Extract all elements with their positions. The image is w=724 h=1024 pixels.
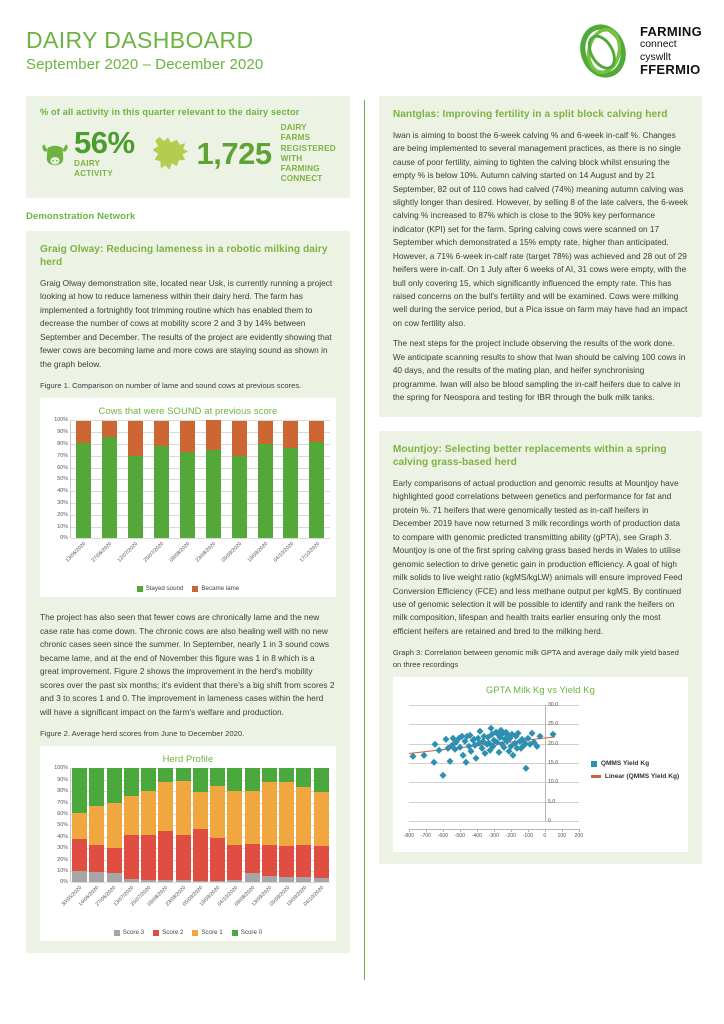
- section-label-demonstration-network: Demonstration Network: [26, 210, 136, 222]
- bar: [279, 768, 294, 882]
- logo-line-2: connect: [639, 37, 677, 50]
- bar-segment: [245, 791, 260, 843]
- legend-item: [153, 929, 183, 936]
- legend-item: [192, 929, 222, 936]
- bar-segment: [102, 421, 117, 438]
- bar: [232, 420, 247, 538]
- y-axis-tick-label: 30%: [57, 845, 68, 852]
- chart-herd-profile-plot-area: [70, 768, 330, 882]
- scatter-point: [529, 729, 535, 735]
- bar-segment: [76, 421, 91, 443]
- x-axis-tick: [302, 882, 330, 928]
- y-axis-tick-label: 100%: [54, 765, 68, 772]
- wales-map-icon: [149, 134, 193, 174]
- bar: [262, 768, 277, 882]
- x-axis-tick: [164, 882, 191, 928]
- x-axis-tick: [460, 829, 461, 832]
- bar-segment: [279, 768, 294, 782]
- y-axis-tick-label: 70%: [57, 799, 68, 806]
- bar-segment: [309, 421, 324, 442]
- legend-line: [591, 775, 601, 778]
- bar-segment: [314, 846, 329, 878]
- bar-segment: [107, 803, 122, 849]
- scatter-point: [473, 755, 479, 761]
- bar-group: [71, 768, 330, 882]
- x-axis-tick: [112, 882, 139, 928]
- y-axis-tick-label: 50%: [57, 476, 68, 483]
- bar-segment: [72, 839, 87, 871]
- bar-segment: [176, 835, 191, 881]
- bar: [227, 768, 242, 882]
- x-axis-tick: [94, 882, 122, 928]
- chart-sound-cows-title: Cows that were SOUND at previous score: [98, 405, 278, 417]
- bar-segment: [124, 835, 139, 879]
- bar: [314, 768, 329, 882]
- legend-swatch: [591, 761, 597, 767]
- bar-segment: [227, 845, 242, 880]
- chart-herd-profile-legend: [46, 929, 330, 936]
- scatter-point: [443, 735, 449, 741]
- bar-segment: [128, 456, 143, 539]
- nantglas-title: Nantglas: Improving fertility in a split block calving herd: [392, 109, 668, 120]
- y-axis-tick-label: 10%: [57, 523, 68, 530]
- bar-segment: [245, 873, 260, 882]
- x-axis-tick-label: 19/09/2020: [246, 541, 270, 565]
- bar-segment: [89, 845, 104, 872]
- bar-segment: [158, 782, 173, 831]
- x-axis-tick-label: -100: [522, 833, 534, 840]
- y-axis-tick-label: 40%: [57, 488, 68, 495]
- y-axis-tick-label: 80%: [57, 441, 68, 448]
- x-axis-tick-label: 19/09/2020: [285, 885, 309, 908]
- bar: [206, 420, 221, 538]
- y-axis-tick-label: 90%: [57, 776, 68, 783]
- figure-2-caption: Figure 2. Average herd scores from June to December 2020.: [40, 728, 245, 738]
- dairy-farms-stat: [197, 123, 336, 185]
- bar: [76, 420, 91, 538]
- bar-segment: [141, 768, 156, 791]
- x-axis-tick-label: -400: [471, 833, 483, 840]
- bar-segment: [262, 768, 277, 782]
- legend-swatch: [232, 930, 238, 936]
- bar-segment: [72, 768, 87, 812]
- y-axis-tick-label: 20%: [57, 511, 68, 518]
- x-axis-tick-label: 30/05/2020: [60, 885, 83, 908]
- x-axis-tick-label: 05/09/2020: [181, 885, 205, 908]
- chart-sound-cows: [40, 398, 336, 597]
- x-axis-tick: [494, 829, 495, 832]
- bar-segment: [176, 781, 191, 835]
- x-axis-tick-label: -800: [403, 833, 415, 840]
- y-axis-tick-label: 10%: [57, 867, 68, 874]
- x-axis-tick: [268, 882, 295, 928]
- mountjoy-paragraph-1: Early comparisons of actual production and genomic results at Mountjoy have highlighted good correlations between genetics and performance for fat and protein %. 71 heifers that were genomically tested as in-calf heifers in December 2019 have now returned 3 milk recordings worth of production data to compare with genomic predicted transmitting ability (gPTA), see Graph 3. Mountjoy is one of the first spring calving grass based herds in Wales to utilise genomic selection to drive genetic gain in production efficiency. A goal of high milk solids to live weight ratio (kgMS/kgLW) animals will ensure improved Feed Conversion Efficiency (FCE) and less methane output per kgMS. By continued use of genomic selection it will be possible to identify and rank the heifers on milk composition, lifespan and health traits earlier ensuring only the most efficient heifers are retained and bred to the milking herd.: [392, 478, 683, 636]
- bar-segment: [296, 787, 311, 845]
- y-axis-tick-label: 60%: [57, 810, 68, 817]
- chart-gpta-scatter-plot-area: [399, 699, 585, 847]
- dairy-farms-value: 1,725: [196, 136, 272, 172]
- bar-segment: [245, 768, 260, 791]
- bar-segment: [128, 421, 143, 456]
- x-axis-tick-label: 04/10/2020: [302, 885, 326, 908]
- x-axis-tick-label: 23/08/2020: [194, 541, 218, 565]
- stats-panel: [26, 96, 350, 198]
- logo-line-3: cyswllt: [639, 51, 671, 63]
- bar: [128, 420, 143, 538]
- scatter-point: [533, 743, 539, 749]
- bar-segment: [89, 872, 104, 882]
- stats-heading: % of all activity in this quarter relevant to the dairy sector: [40, 107, 300, 117]
- scatter-point: [510, 751, 516, 757]
- nantglas-paragraph-2: The next steps for the project include observing the results of the work done. We anticipate scanning results to show that Iwan should be calving 100 cows in 40 days, and the results of the mating plan, and heifer synchronising programme. Iwan will also be blood sampling the in-calf heifers due to calve in the spring for Neospora and testing for IBR through the bulk milk tanks.: [392, 338, 686, 403]
- x-axis-tick-label: 04/10/2020: [216, 885, 239, 908]
- legend-item: [591, 760, 679, 767]
- x-axis-tick: [477, 829, 478, 832]
- graig-olway-paragraph-1: Graig Olway demonstration site, located near Usk, is currently running a project looking at how to reduce lameness within their dairy herd. The farm has implemented a fortnightly foot trimming routine which has enabled them to decrease the number of cows at mobility score 2 and 3 by 14% between September and December. The results of the project are evidently showing that fewer cows are becoming lame and more cows are staying sound as shown in the graph below.: [40, 278, 333, 369]
- x-axis-tick: [579, 829, 580, 832]
- y-axis-tick-label: 70%: [57, 452, 68, 459]
- chart-herd-profile-plot: [46, 765, 330, 886]
- legend-label: Score 2: [162, 929, 184, 937]
- bar-segment: [158, 768, 173, 782]
- legend-swatch: [137, 586, 143, 592]
- bar-segment: [193, 792, 208, 828]
- chart-sound-cows-y-axis: [46, 417, 70, 542]
- bar-segment: [89, 806, 104, 845]
- x-axis-tick: [545, 829, 546, 832]
- x-axis-tick-label: 27/06/2020: [90, 541, 114, 565]
- bar-segment: [193, 829, 208, 881]
- y-axis-tick-label: 15.0: [547, 760, 559, 767]
- x-axis-tick: [426, 829, 427, 832]
- chart-sound-cows-x-axis: [64, 538, 330, 584]
- x-axis-tick: [409, 829, 410, 832]
- bar-group: [71, 420, 330, 538]
- bar-segment: [279, 846, 294, 877]
- y-axis-tick-label: 5.0: [547, 798, 556, 805]
- y-axis-tick-label: 0: [547, 818, 551, 825]
- title-block: [26, 28, 263, 73]
- dairy-activity-stat: [40, 124, 135, 180]
- bar-segment: [141, 835, 156, 881]
- scatter-point: [410, 753, 416, 759]
- logo-text-block: [640, 25, 702, 78]
- bar: [72, 768, 87, 882]
- bar: [193, 768, 208, 882]
- column-divider: [364, 100, 365, 980]
- bar-segment: [72, 871, 87, 882]
- bar-segment: [245, 844, 260, 874]
- bar-segment: [232, 456, 247, 539]
- bar-segment: [296, 768, 311, 786]
- y-axis-tick-label: 25.0: [547, 721, 559, 728]
- legend-label: Score 0: [240, 929, 263, 937]
- cow-head-icon: [40, 139, 70, 169]
- left-column: [26, 96, 350, 980]
- y-axis-tick-label: 30%: [57, 500, 68, 507]
- bar-segment: [176, 768, 191, 781]
- bar-segment: [262, 782, 277, 845]
- legend-item: [192, 585, 239, 592]
- mountjoy-title: Mountjoy: Selecting better replacements within a spring calving grass-based herd: [392, 443, 667, 469]
- page-header: [0, 0, 724, 96]
- x-axis-tick-label: 14/06/2020: [77, 885, 101, 908]
- x-axis-tick-label: 09/08/2020: [146, 885, 170, 908]
- y-axis-line: [545, 705, 546, 821]
- bar-segment: [206, 450, 221, 539]
- scatter-point: [431, 759, 437, 765]
- legend-label: Linear (QMMS Yield Kg): [604, 773, 680, 781]
- y-axis-tick-label: 80%: [57, 788, 68, 795]
- legend-swatch: [153, 930, 159, 936]
- legend-item: [114, 929, 144, 936]
- scatter-point: [495, 749, 501, 755]
- bar-segment: [258, 444, 273, 538]
- chart-gpta-scatter-title: GPTA Milk Kg vs Yield Kg: [485, 684, 595, 696]
- bar-segment: [210, 786, 225, 838]
- right-column: [379, 96, 702, 980]
- y-axis-tick-label: 50%: [57, 822, 68, 829]
- logo-line-4: FFERMIO: [639, 62, 701, 78]
- scatter-point: [468, 748, 474, 754]
- x-axis-tick-label: 17/10/2020: [298, 541, 322, 565]
- bar-segment: [227, 791, 242, 845]
- bar-segment: [76, 443, 91, 539]
- bar-segment: [262, 876, 277, 883]
- stats-row: [40, 123, 336, 185]
- chart-sound-cows-plot-area: [70, 420, 330, 538]
- dairy-activity-block: [74, 124, 135, 180]
- scatter-point: [431, 740, 437, 746]
- bar-segment: [314, 792, 329, 846]
- y-axis-tick-label: 40%: [57, 833, 68, 840]
- bar: [283, 420, 298, 538]
- y-axis-tick-label: 90%: [57, 429, 68, 436]
- chart-sound-cows-plot: [46, 417, 330, 542]
- x-axis-tick: [511, 829, 512, 832]
- content-columns: [0, 96, 724, 980]
- graig-olway-paragraph-2: The project has also seen that fewer cows are chronically lame and the new case rate has come down. The chronic cows are also healing well with no new chronic cases seen since the summer. In September, nearly 1 in 3 sound cows became lame, and at the end of November this figure was 1 in 8 which is a great improvement. Figure 2 shows the improvement in the herd's mobility scores over the past six months; it's evident that there's a big shift from scores 2 and 3 to scores 1 and 0. The improvement in lameness cases within the herd will have a significant impact on the farm's welfare and production.: [40, 612, 335, 717]
- bar-segment: [279, 782, 294, 846]
- bar-segment: [210, 838, 225, 881]
- dairy-activity-value: 56%: [74, 124, 135, 160]
- legend-item: [591, 773, 679, 780]
- x-axis-tick-label: 12/07/2020: [116, 541, 140, 565]
- bar-segment: [102, 437, 117, 538]
- x-axis-tick-label: 09/08/2020: [233, 885, 257, 908]
- y-axis-tick-label: 0%: [60, 535, 68, 542]
- legend-swatch: [114, 930, 120, 936]
- x-axis-tick-label: 13/06/2020: [64, 541, 88, 565]
- bar: [176, 768, 191, 882]
- bar-segment: [210, 768, 225, 785]
- mountjoy-article: [379, 431, 702, 865]
- x-axis-tick-label: 09/08/2020: [168, 541, 192, 565]
- bar-segment: [283, 448, 298, 539]
- figure-1-caption: Figure 1. Comparison on number of lame and sound cows at previous scores.: [40, 381, 302, 391]
- legend-item: [232, 929, 262, 936]
- scatter-point: [463, 758, 469, 764]
- bar: [158, 768, 173, 882]
- graig-olway-article: [26, 231, 350, 954]
- bar: [154, 420, 169, 538]
- legend-label: QMMS Yield Kg: [600, 760, 650, 768]
- chart-herd-profile-title: Herd Profile: [162, 753, 214, 765]
- scatter-point: [457, 744, 463, 750]
- gridline: [409, 821, 579, 822]
- nantglas-paragraph-1: Iwan is aiming to boost the 6-week calving % and 6-week in-calf %. Changes are being implemented to several management practices, as there is no single cause of poor fertility, aiming to tighten the calving block whilst ensuring the empty % is below 10%. Autumn calving started on 14 August and by 21 September, 82 out of 110 cows had calved (74%) meaning autumn calving was slightly longer than desired. However, by selling 8 of the late calvers, the 6-week calving % increased to 87% which is close to the 90% key performance indicator (KPI) set for the farm. Spring calving cows were scanned on 17 September which demonstrated a 15% empty rate, higher than anticipated. However, a 71% 6-week in-calf rate (target 78%) was achieved and 28 out of 29 heifers were in-calf. On 1 July after 6 weeks of AI, 31 cows were empty, with the bull only covering 15, which significantly influenced the empty rate. This has raised concerns on the bull's fertility and will be examined. Cows were milking well during the service period, but a Pica issue on farm may have had an impact on cow fertility also.: [392, 129, 688, 328]
- y-axis-tick-label: 20%: [57, 856, 68, 863]
- farming-connect-logo: [574, 22, 702, 80]
- y-axis-tick-label: 10.0: [547, 779, 559, 786]
- bar-segment: [206, 420, 221, 450]
- scatter-point: [440, 772, 446, 778]
- x-axis-tick-label: -600: [437, 833, 449, 840]
- x-axis-tick-label: 04/10/2020: [272, 541, 296, 565]
- x-axis-tick: [250, 882, 278, 928]
- bar-segment: [141, 791, 156, 834]
- bar: [141, 768, 156, 882]
- y-axis-tick-label: 0%: [60, 879, 68, 886]
- chart-herd-profile: [40, 746, 336, 941]
- x-axis-tick-label: 0: [543, 833, 547, 840]
- bar-segment: [154, 446, 169, 538]
- bar-segment: [296, 845, 311, 877]
- x-axis-tick-label: 27/06/2020: [94, 885, 118, 908]
- bar-segment: [107, 873, 122, 882]
- y-axis-tick-label: 30.0: [547, 702, 559, 709]
- bar-segment: [262, 845, 277, 876]
- dairy-farms-caption: DAIRY FARMS REGISTERED WITH FARMING CONNECT: [280, 123, 336, 184]
- legend-swatch: [192, 586, 198, 592]
- x-axis-tick: [198, 882, 226, 928]
- x-axis-tick: [146, 882, 174, 928]
- dairy-activity-caption: DAIRY ACTIVITY: [74, 159, 113, 179]
- x-axis-tick-label: -200: [505, 833, 517, 840]
- chart-sound-cows-legend: [46, 585, 330, 592]
- legend-label: Became lame: [201, 585, 240, 593]
- x-axis-tick-label: 100: [557, 833, 567, 840]
- bar: [210, 768, 225, 882]
- nantglas-article: [379, 96, 702, 417]
- chart-gpta-scatter-legend: [591, 760, 679, 786]
- bar-segment: [232, 421, 247, 456]
- y-axis-tick-label: 100%: [54, 417, 68, 424]
- bar: [102, 420, 117, 538]
- x-axis-tick-label: -700: [420, 833, 432, 840]
- bar-segment: [124, 768, 139, 795]
- scatter-point: [460, 752, 466, 758]
- scatter-point: [523, 764, 529, 770]
- bar-segment: [158, 831, 173, 880]
- bar-segment: [283, 421, 298, 448]
- legend-swatch: [192, 930, 198, 936]
- x-axis-tick: [216, 882, 243, 928]
- chart-gpta-scatter: [393, 677, 688, 852]
- chart-gpta-scatter-body: [399, 699, 682, 847]
- x-axis-tick-label: 13/09/2020: [250, 885, 274, 908]
- x-axis-tick-label: 13/07/2020: [112, 885, 135, 908]
- bar-segment: [193, 768, 208, 792]
- bar-segment: [314, 768, 329, 792]
- bar: [107, 768, 122, 882]
- graph-3-caption: Graph 3: Correlation between genomic milk GPTA and average daily milk yield based on three recordings: [392, 648, 679, 669]
- bar: [124, 768, 139, 882]
- bar-segment: [227, 768, 242, 791]
- bar-segment: [89, 768, 104, 806]
- bar-segment: [107, 848, 122, 873]
- bar: [309, 420, 324, 538]
- x-axis-tick-label: 25/07/2020: [142, 541, 166, 565]
- bar-segment: [72, 813, 87, 839]
- bar: [258, 420, 273, 538]
- graig-olway-title: Graig Olway: Reducing lameness in a robotic milking dairy herd: [40, 243, 328, 269]
- page-title: DAIRY DASHBOARD: [26, 27, 254, 53]
- bar: [180, 420, 195, 538]
- x-axis-tick: [298, 538, 330, 584]
- bar-segment: [124, 796, 139, 835]
- bar-segment: [309, 442, 324, 539]
- x-axis-tick-label: 05/09/2020: [220, 541, 244, 565]
- x-axis-tick-label: 200: [574, 833, 584, 840]
- legend-label: Stayed sound: [145, 585, 184, 593]
- legend-label: Score 3: [122, 929, 145, 937]
- x-axis-tick-label: 23/08/2020: [164, 885, 187, 908]
- legend-label: Score 1: [201, 929, 223, 937]
- bar-segment: [107, 768, 122, 802]
- scatter-point: [436, 747, 442, 753]
- x-axis-tick: [443, 829, 444, 832]
- logo-line-1: FARMING: [639, 23, 702, 39]
- chart-herd-profile-y-axis: [46, 765, 70, 886]
- swirl-logo-icon: [574, 22, 632, 80]
- y-axis-tick-label: 20.0: [547, 740, 559, 747]
- x-axis-tick-label: 05/09/2020: [268, 885, 291, 908]
- bar: [296, 768, 311, 882]
- scatter-point: [421, 752, 427, 758]
- page-subtitle: September 2020 – December 2020: [26, 56, 264, 74]
- legend-item: [137, 585, 184, 592]
- x-axis-tick-label: -500: [454, 833, 466, 840]
- bar-segment: [180, 421, 195, 453]
- x-axis-tick-label: -300: [488, 833, 500, 840]
- bar-segment: [154, 421, 169, 447]
- x-axis-tick: [562, 829, 563, 832]
- chart-herd-profile-x-axis: [60, 882, 330, 928]
- bar-segment: [180, 452, 195, 538]
- bar: [89, 768, 104, 882]
- y-axis-tick-label: 60%: [57, 464, 68, 471]
- x-axis-tick-label: 19/09/2020: [198, 885, 222, 908]
- bar-segment: [258, 421, 273, 445]
- x-axis-tick: [528, 829, 529, 832]
- x-axis-tick-label: 25/07/2020: [129, 885, 153, 908]
- bar: [245, 768, 260, 882]
